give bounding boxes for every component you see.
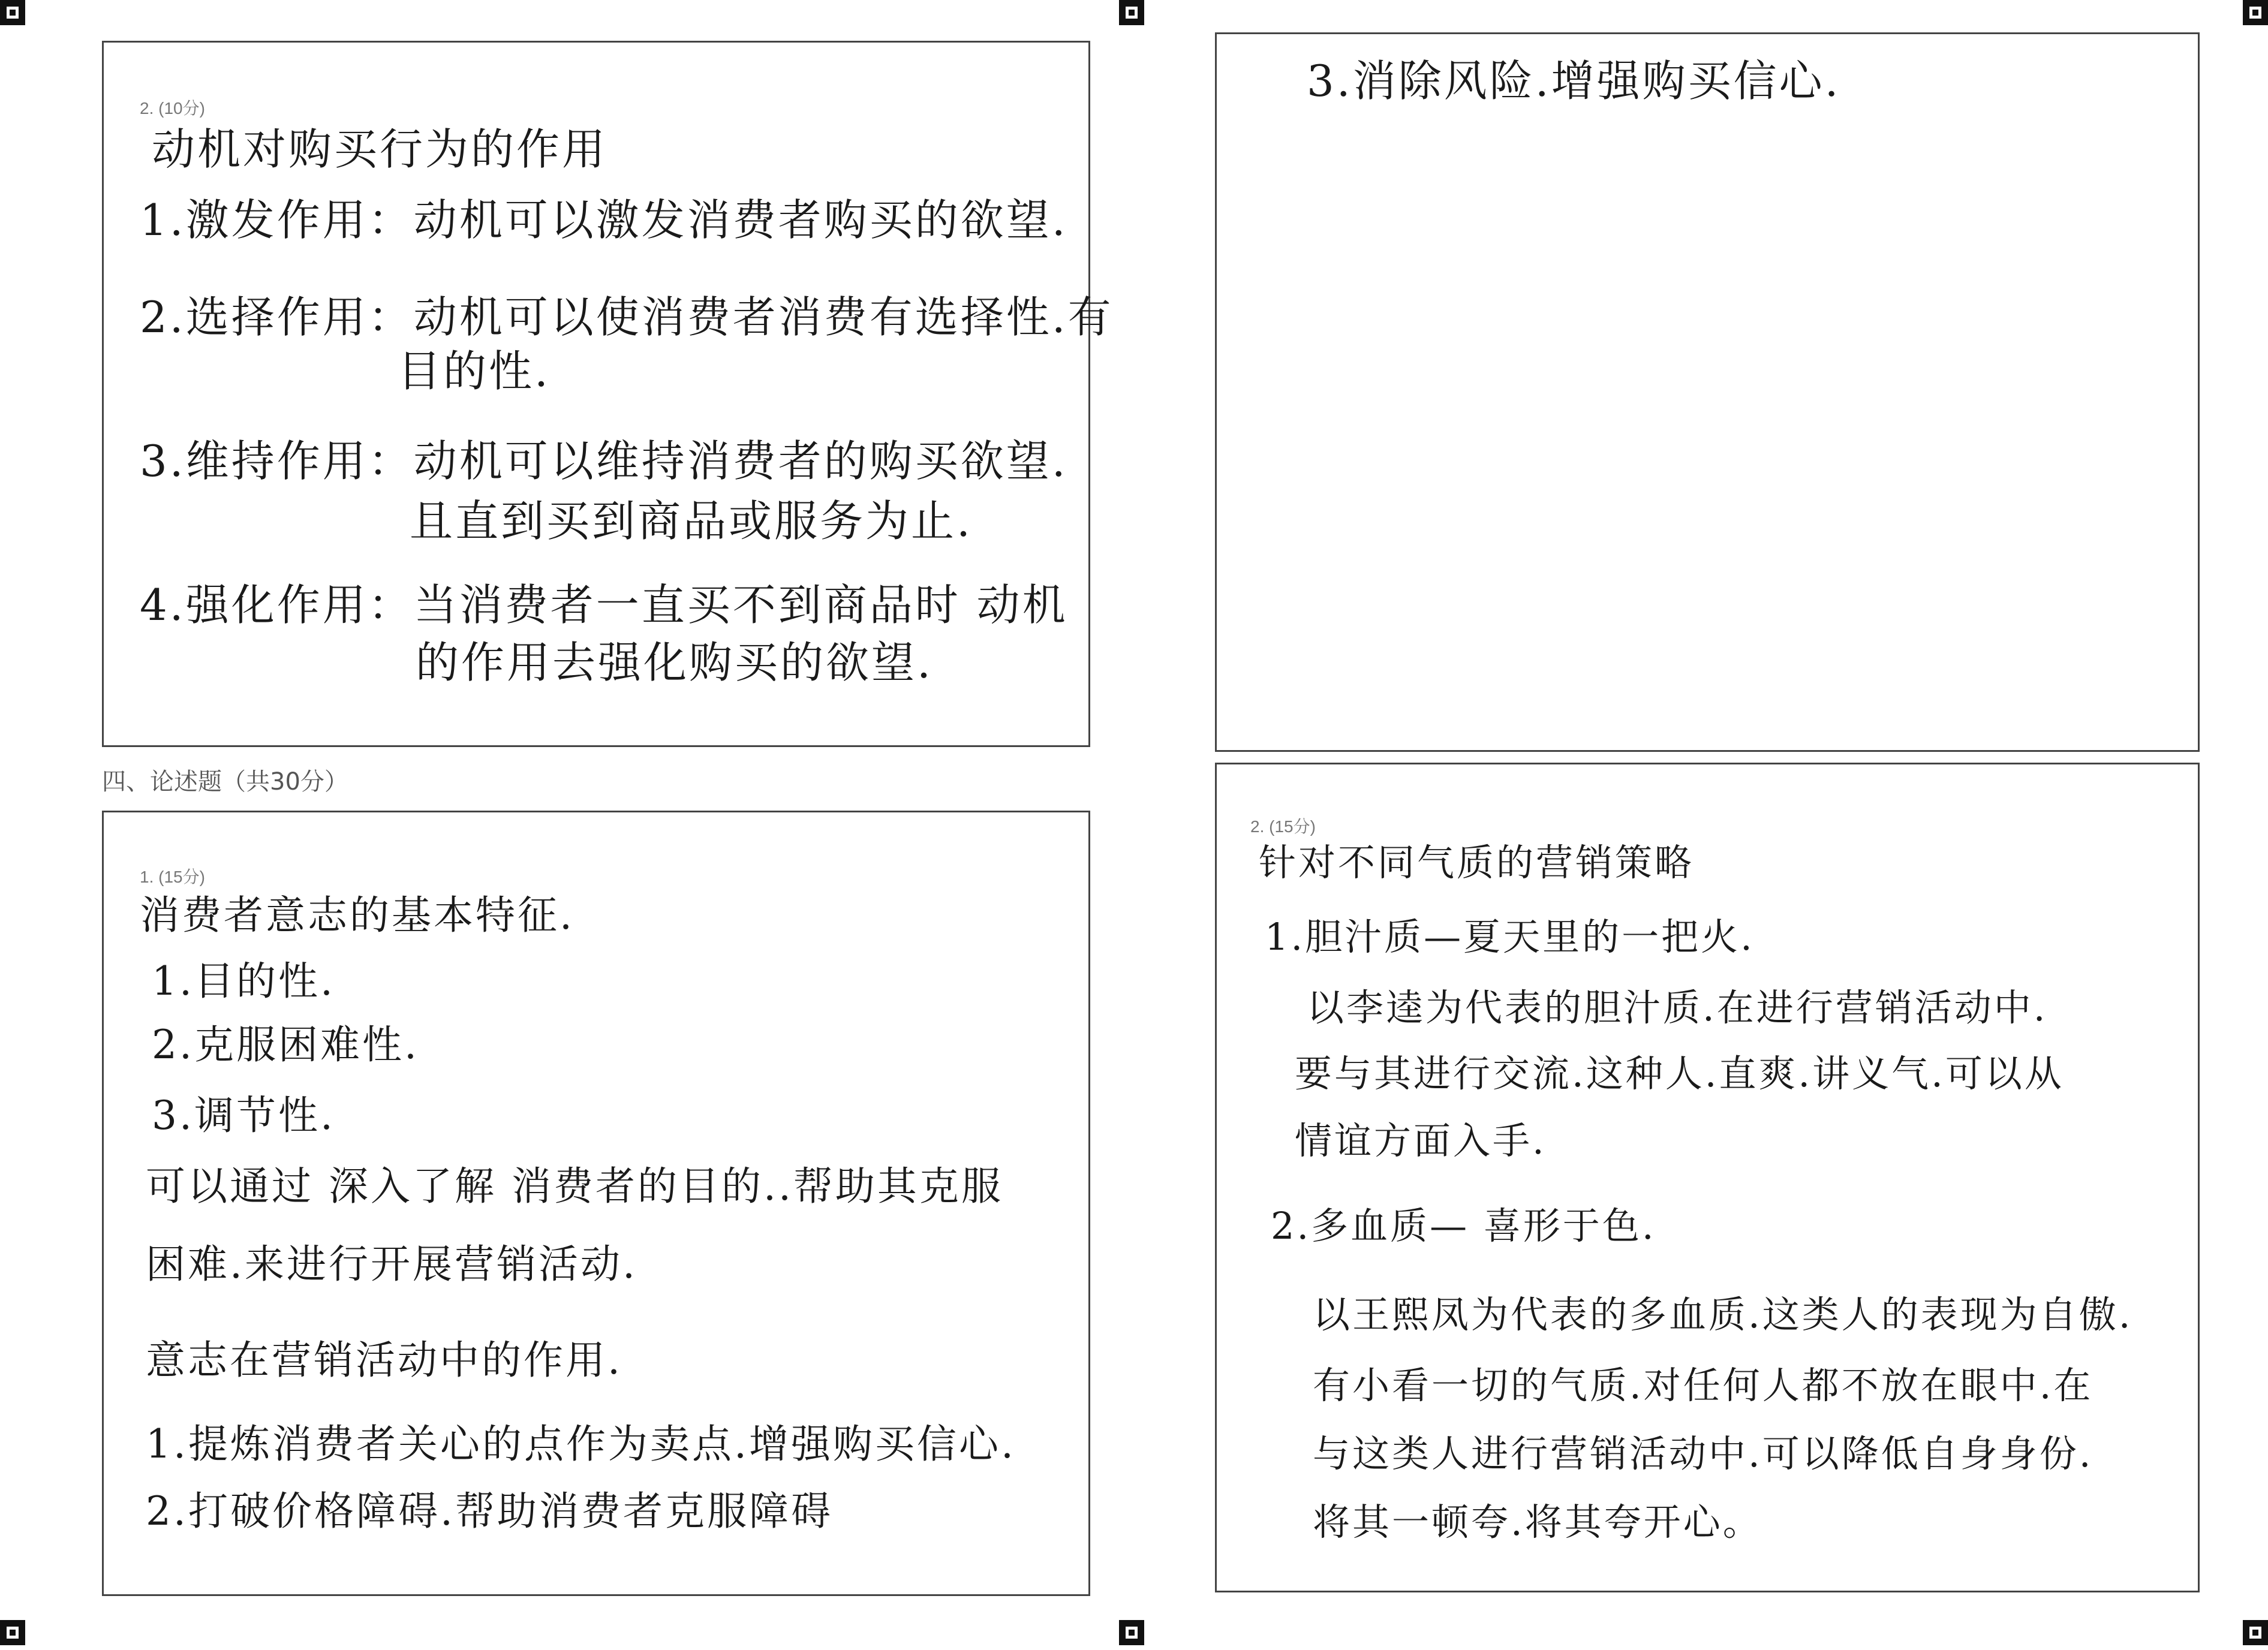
corner-marker-top-left: [0, 0, 25, 25]
answer-line: 的作用去强化购买的欲望.: [416, 637, 933, 688]
question-number: 2. (10分): [140, 99, 205, 118]
corner-marker-bottom-left: [0, 1620, 25, 1645]
answer-line: 可以通过 深入了解 消费者的目的..帮助其克服: [146, 1163, 1003, 1209]
corner-marker-top-right: [2243, 0, 2268, 25]
answer-line: 1.胆汁质—夏天里的一把火.: [1265, 915, 1755, 959]
answer-line: 要与其进行交流.这种人.直爽.讲义气.可以从: [1295, 1052, 2064, 1095]
answer-box-q2-temperament: [1215, 763, 2200, 1592]
answer-line: 2.多血质— 喜形于色.: [1271, 1204, 1656, 1248]
answer-line: 动机对购买行为的作用: [152, 124, 608, 174]
answer-line: 情谊方面入手.: [1295, 1119, 1547, 1163]
answer-line: 1.目的性.: [152, 958, 335, 1004]
answer-line: 2.打破价格障碍.帮助消费者克服障碍: [146, 1488, 833, 1534]
corner-marker-top-center: [1119, 0, 1144, 25]
answer-box-q1-will: [102, 811, 1090, 1596]
answer-line: 有小看一切的气质.对任何人都不放在眼中.在: [1313, 1363, 2093, 1407]
answer-box-q2-motivation: [102, 41, 1114, 747]
answer-line: 4.强化作用：当消费者一直买不到商品时 动机: [140, 580, 1068, 630]
answer-line: 以王熙凤为代表的多血质.这类人的表现为自傲.: [1313, 1293, 2133, 1336]
answer-line: 意志在营销活动中的作用.: [146, 1337, 622, 1383]
answer-line: 3.消除风险.增强购买信心.: [1307, 56, 1841, 106]
corner-marker-bottom-center: [1119, 1620, 1144, 1645]
answer-line: 2.克服困难性.: [152, 1022, 419, 1068]
answer-line: 且直到买到商品或服务为止.: [410, 496, 973, 546]
answer-line: 困难.来进行开展营销活动.: [146, 1241, 637, 1287]
answer-line: 2.选择作用：动机可以使消费者消费有选择性.有: [140, 292, 1114, 342]
section-title: 四、论述题（共30分）: [102, 768, 348, 796]
answer-line: 目的性.: [398, 346, 551, 396]
answer-box-continuation: [1215, 32, 2200, 752]
answer-line: 消费者意志的基本特征.: [140, 892, 574, 938]
answer-line: 3.维持作用：动机可以维持消费者的购买欲望.: [140, 436, 1068, 486]
answer-line: 3.调节性.: [152, 1092, 335, 1139]
question-number: 1. (15分): [140, 868, 205, 886]
answer-line: 与这类人进行营销活动中.可以降低自身身份.: [1313, 1432, 2093, 1476]
question-number: 2. (15分): [1250, 817, 1316, 836]
corner-marker-bottom-right: [2243, 1620, 2268, 1645]
answer-line: 1.提炼消费者关心的点作为卖点.增强购买信心.: [146, 1421, 1016, 1467]
answer-line: 以李逵为代表的胆汁质.在进行营销活动中.: [1307, 986, 2048, 1029]
answer-line: 针对不同气质的营销策略: [1259, 841, 1695, 884]
answer-line: 将其一顿夸.将其夸开心。: [1313, 1500, 1762, 1544]
answer-line: 1.激发作用：动机可以激发消费者购买的欲望.: [140, 195, 1068, 245]
